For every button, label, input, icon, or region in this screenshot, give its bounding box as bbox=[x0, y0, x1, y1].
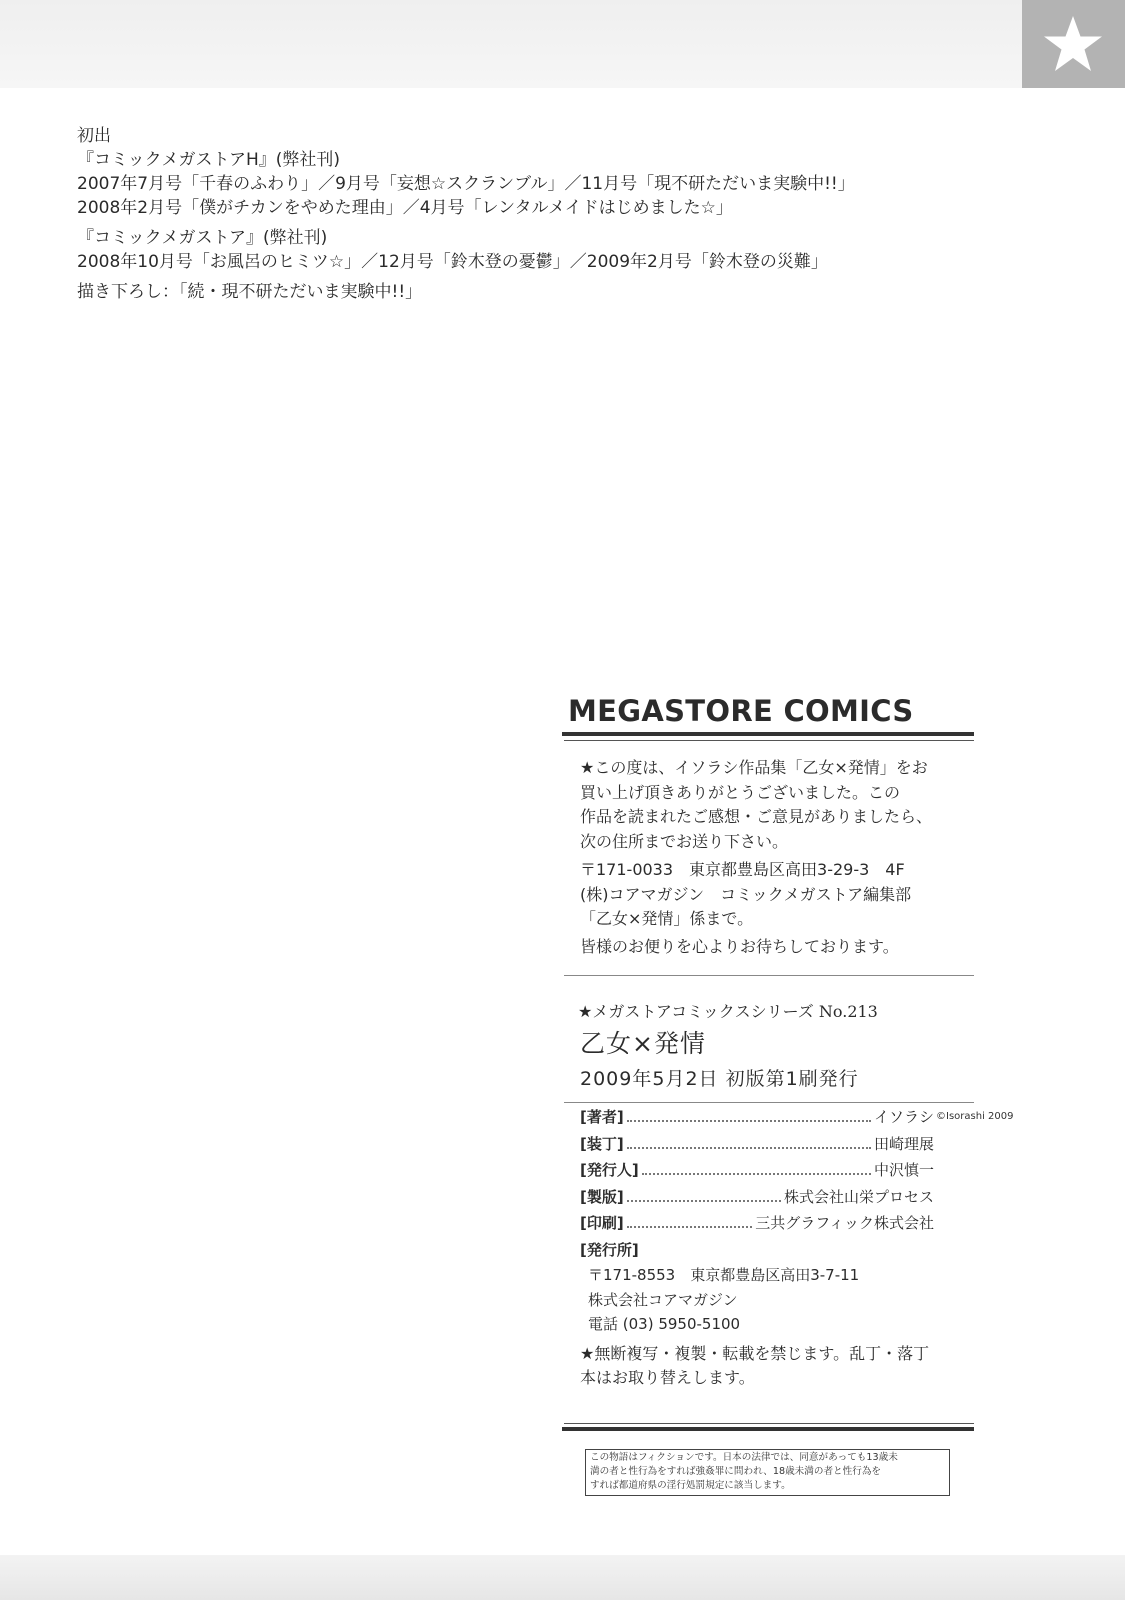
credit-row bbox=[580, 1212, 934, 1239]
divider bbox=[564, 1102, 974, 1103]
mailing-address bbox=[580, 858, 911, 932]
divider bbox=[564, 1423, 974, 1424]
credit-value: 田崎理展 bbox=[873, 1134, 934, 1153]
credit-label: [発行人] bbox=[580, 1161, 639, 1179]
credit-label: [印刷] bbox=[580, 1214, 624, 1232]
message-line: ★この度は、イソラシ作品集「乙女×発情」をお bbox=[580, 758, 928, 777]
star-icon bbox=[1041, 14, 1105, 74]
top-band bbox=[0, 0, 1022, 88]
address-line: 「乙女×発情」係まで。 bbox=[580, 909, 754, 928]
credit-row bbox=[580, 1133, 934, 1160]
publisher-info bbox=[588, 1263, 859, 1337]
credit-label: [装丁] bbox=[580, 1134, 624, 1153]
corner-tab bbox=[1022, 0, 1125, 88]
leader-dots bbox=[642, 1173, 871, 1175]
magazine-2-title: 『コミックメガストア』(弊社刊) bbox=[77, 228, 328, 248]
credits-list bbox=[580, 1106, 934, 1239]
credit-label: [製版] bbox=[580, 1187, 624, 1206]
original-work-line: 描き下ろし：「続・現不研ただいま実験中!!」 bbox=[77, 282, 423, 302]
copy-notice bbox=[580, 1342, 929, 1390]
edition-date: 2009年5月2日 初版第1刷発行 bbox=[580, 1068, 859, 1090]
message-line: 作品を読まれたご感想・ご意見がありましたら、 bbox=[580, 807, 933, 826]
message-line: 次の住所までお送り下さい。 bbox=[580, 831, 789, 851]
divider bbox=[564, 975, 974, 976]
magazine-1-title: 『コミックメガストアH』(弊社刊) bbox=[77, 150, 341, 170]
legal-line: すれば都道府県の淫行処罰規定に該当します。 bbox=[590, 1480, 791, 1491]
notice-line: 本はお取り替えします。 bbox=[580, 1368, 755, 1387]
address-line: 〒171-0033 東京都豊島区高田3-29-3 4F bbox=[580, 860, 905, 879]
magazine-2-line: 2008年10月号「お風呂のヒミツ☆」／12月号「鈴木登の憂鬱」／2009年2月号「鈴木登の災難」 bbox=[77, 252, 828, 272]
leader-dots bbox=[627, 1200, 781, 1202]
bottom-band bbox=[0, 1555, 1125, 1600]
publisher-line: 〒171-8553 東京都豊島区高田3-7-11 bbox=[588, 1266, 860, 1284]
copyright-note: ©Isorashi 2009 bbox=[936, 1111, 1014, 1122]
series-line bbox=[578, 999, 878, 1022]
brand-logo: MEGASTORE COMICS bbox=[568, 694, 914, 728]
legal-line: この物語はフィクションです。日本の法律では、同意があっても13歳未 bbox=[590, 1452, 898, 1463]
credit-row bbox=[580, 1159, 934, 1186]
credit-row bbox=[580, 1106, 934, 1133]
closing-message: 皆様のお便りを心よりお待ちしております。 bbox=[580, 937, 899, 956]
publisher-line: 電話 (03) 5950-5100 bbox=[588, 1315, 741, 1333]
divider bbox=[562, 732, 974, 736]
credit-value: 中沢慎一 bbox=[873, 1161, 934, 1179]
divider bbox=[562, 1427, 974, 1431]
history-heading: 初出 bbox=[77, 126, 111, 146]
publication-history bbox=[77, 124, 957, 304]
publisher-line: 株式会社コアマガジン bbox=[588, 1290, 738, 1309]
credit-row bbox=[580, 1186, 934, 1213]
leader-dots bbox=[627, 1120, 871, 1122]
legal-disclaimer bbox=[585, 1449, 950, 1496]
book-title: 乙女×発情 bbox=[580, 1029, 706, 1058]
credit-value: イソラシ bbox=[873, 1108, 934, 1126]
magazine-1-line: 2008年2月号「僕がチカンをやめた理由」／4月号「レンタルメイドはじめました☆」 bbox=[77, 198, 733, 218]
series-number: No.213 bbox=[818, 1002, 878, 1021]
credit-value: 株式会社山栄プロセス bbox=[783, 1187, 934, 1206]
credit-value: 三共グラフィック株式会社 bbox=[755, 1214, 934, 1232]
leader-dots bbox=[627, 1147, 871, 1149]
reader-message bbox=[580, 756, 932, 854]
magazine-1-line: 2007年7月号「千春のふわり」／9月号「妄想☆スクランブル」／11月号「現不研ただいま実験中!!」 bbox=[77, 174, 855, 194]
divider bbox=[564, 740, 974, 741]
message-line: 買い上げ頂きありがとうございました。この bbox=[580, 782, 901, 802]
credit-label: [著者] bbox=[580, 1108, 624, 1126]
series-prefix: ★メガストアコミックスシリーズ bbox=[578, 1002, 819, 1021]
publisher-label: [発行所] bbox=[580, 1241, 639, 1259]
legal-line: 満の者と性行為をすれば強姦罪に問われ、18歳未満の者と性行為を bbox=[590, 1466, 882, 1477]
address-line: (株)コアマガジン コミックメガストア編集部 bbox=[580, 884, 912, 904]
notice-line: ★無断複写・複製・転載を禁じます。乱丁・落丁 bbox=[580, 1344, 930, 1363]
leader-dots bbox=[627, 1226, 752, 1228]
